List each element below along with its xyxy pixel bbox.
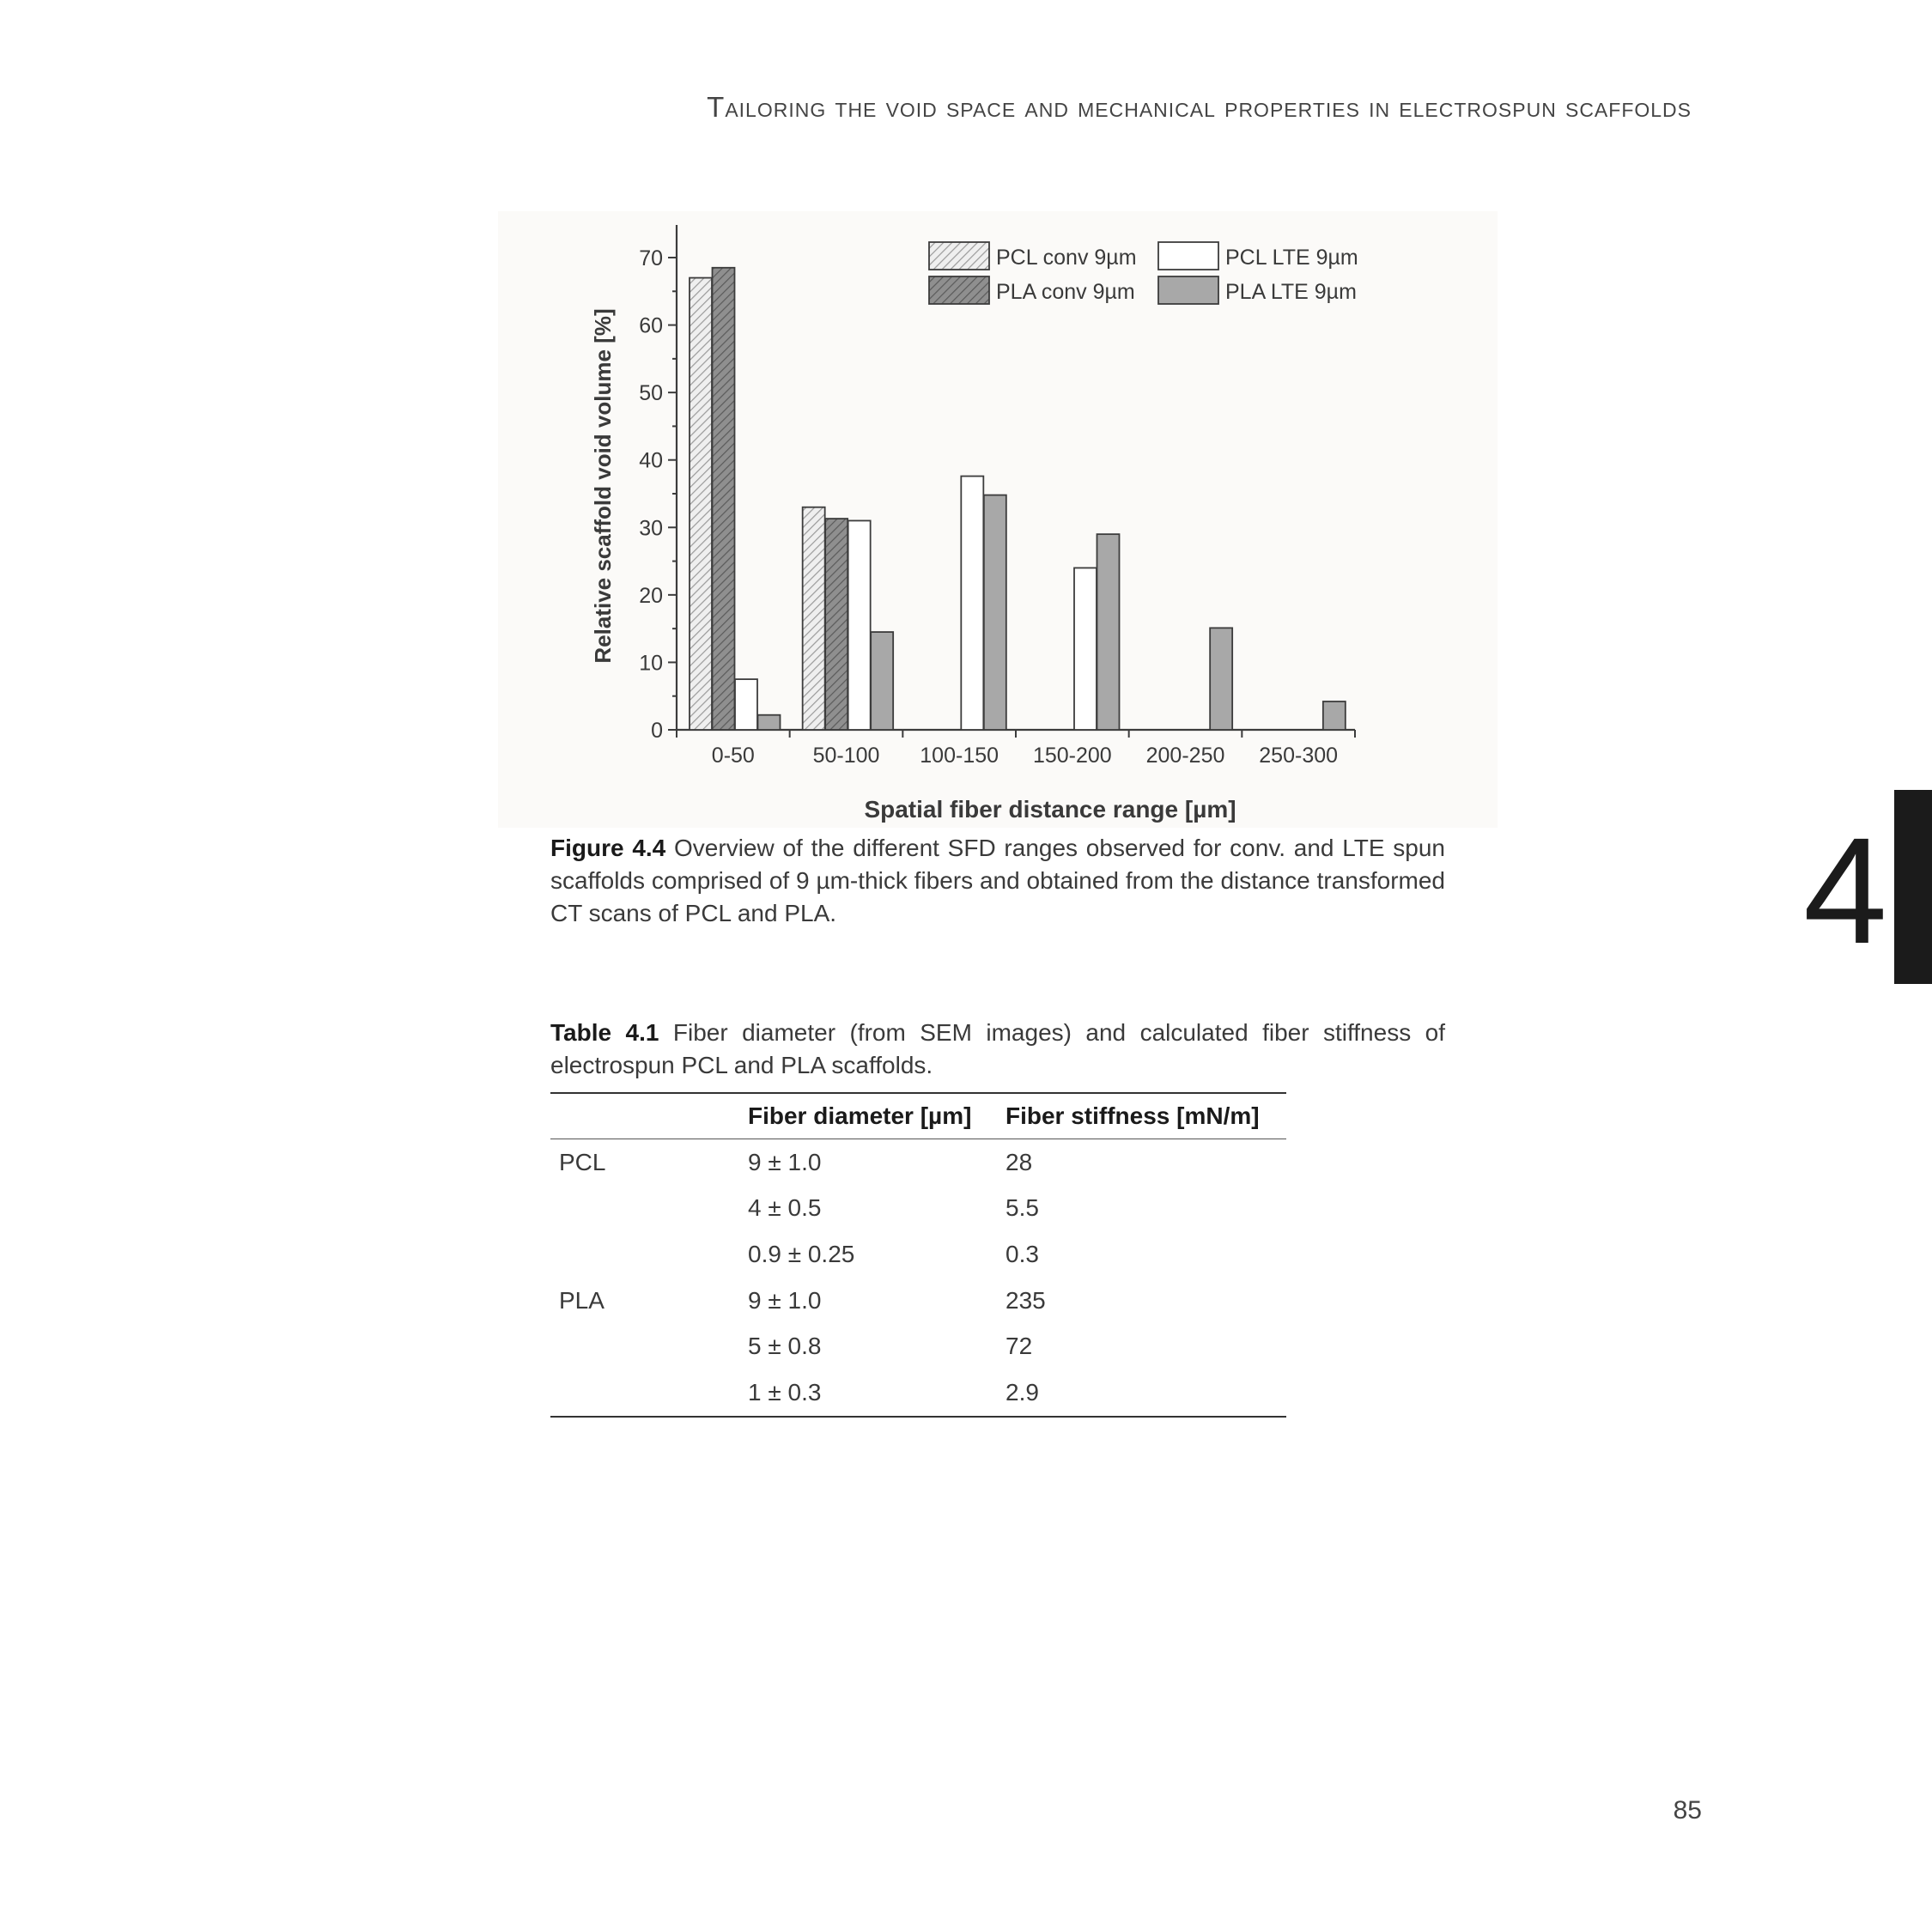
material-cell [550, 1231, 739, 1278]
stiffness-cell: 0.3 [1005, 1240, 1039, 1267]
legend-swatch [1158, 242, 1218, 270]
stiffness-cell: 235 [1005, 1286, 1046, 1314]
chapter-number: 4 [1803, 807, 1887, 975]
bar [871, 632, 893, 730]
page-number: 85 [1673, 1796, 1702, 1825]
material-cell: PLA [559, 1286, 605, 1314]
bar [961, 477, 983, 730]
y-tick-label: 70 [639, 246, 663, 270]
legend-swatch [929, 276, 989, 304]
bar [1323, 701, 1346, 730]
bar [1210, 628, 1232, 730]
legend-swatch [1158, 276, 1218, 304]
stiffness-cell: 72 [1005, 1333, 1033, 1360]
table-row [550, 1323, 1286, 1369]
x-tick-label: 250-300 [1259, 744, 1339, 768]
diameter-cell: 4 ± 0.5 [748, 1194, 822, 1222]
figure-caption-text: Overview of the different SFD ranges observed for conv. and LTE spun scaffolds comprised of 9 µm-thick fibers and obtained from the distance transformed CT scans of PCL and PLA. [550, 835, 1446, 926]
y-tick-label: 50 [639, 381, 663, 406]
x-tick-label: 50-100 [812, 744, 880, 768]
figure-label: Figure 4.4 [550, 835, 666, 861]
table-row [550, 1278, 1286, 1324]
fiber-table [550, 1092, 1286, 1418]
y-axis-label: Relative scaffold void volume [%] [590, 308, 616, 664]
table-caption [550, 1017, 1445, 1082]
x-axis-ticks [677, 730, 1355, 768]
diameter-cell: 0.9 ± 0.25 [748, 1240, 855, 1267]
diameter-cell: 9 ± 1.0 [748, 1148, 822, 1175]
bar [758, 715, 781, 730]
x-tick-label: 0-50 [711, 744, 755, 768]
stiffness-cell: 2.9 [1005, 1378, 1039, 1406]
y-axis-ticks [639, 246, 677, 743]
bar [1097, 534, 1120, 730]
bar-chart [498, 211, 1498, 828]
y-tick-label: 40 [639, 448, 663, 473]
figure-caption [550, 832, 1445, 930]
x-tick-label: 100-150 [920, 744, 999, 768]
diameter-cell: 9 ± 1.0 [748, 1286, 822, 1314]
y-tick-label: 30 [639, 516, 663, 541]
y-tick-label: 60 [639, 313, 663, 338]
table-header-cell: Fiber stiffness [mN/m] [997, 1093, 1286, 1139]
x-tick-label: 150-200 [1032, 744, 1112, 768]
table-row [550, 1139, 1286, 1186]
y-tick-label: 20 [639, 583, 663, 608]
material-cell [550, 1186, 739, 1232]
bar [984, 495, 1006, 730]
bar [825, 519, 848, 730]
figure-4-4 [498, 211, 1498, 828]
running-header: Tailoring the void space and mechanical properties in electrospun scaffolds [707, 91, 1692, 123]
x-axis-label: Spatial fiber distance range [µm] [864, 796, 1236, 823]
diameter-cell: 5 ± 0.8 [748, 1333, 822, 1360]
table-label: Table 4.1 [550, 1019, 659, 1046]
material-cell: PCL [559, 1148, 606, 1175]
bar [690, 278, 712, 730]
chart-legend [929, 242, 1358, 304]
bar [848, 520, 871, 730]
y-tick-label: 0 [651, 719, 663, 743]
diameter-cell: 1 ± 0.3 [748, 1378, 822, 1406]
bar [803, 507, 825, 730]
legend-swatch [929, 242, 989, 270]
bar [735, 679, 757, 730]
legend-label: PCL LTE 9µm [1225, 246, 1358, 270]
material-cell [550, 1323, 739, 1369]
chart-bars [690, 268, 1346, 730]
table-header-cell [550, 1093, 739, 1139]
table-caption-text: Fiber diameter (from SEM images) and calculated fiber stiffness of electrospun PCL and PLA scaffolds. [550, 1019, 1445, 1078]
legend-label: PLA LTE 9µm [1225, 280, 1357, 304]
x-tick-label: 200-250 [1145, 744, 1225, 768]
table-row [550, 1369, 1286, 1417]
table-header-cell: Fiber diameter [µm] [739, 1093, 997, 1139]
legend-label: PLA conv 9µm [996, 280, 1135, 304]
table-header-row [550, 1093, 1286, 1139]
material-cell [550, 1369, 739, 1417]
table-row [550, 1186, 1286, 1232]
y-tick-label: 10 [639, 651, 663, 676]
bar [713, 268, 735, 730]
chapter-tab [1894, 790, 1932, 984]
legend-label: PCL conv 9µm [996, 246, 1137, 270]
stiffness-cell: 5.5 [1005, 1194, 1039, 1222]
stiffness-cell: 28 [1005, 1148, 1033, 1175]
bar [1074, 568, 1097, 730]
table-row [550, 1231, 1286, 1278]
